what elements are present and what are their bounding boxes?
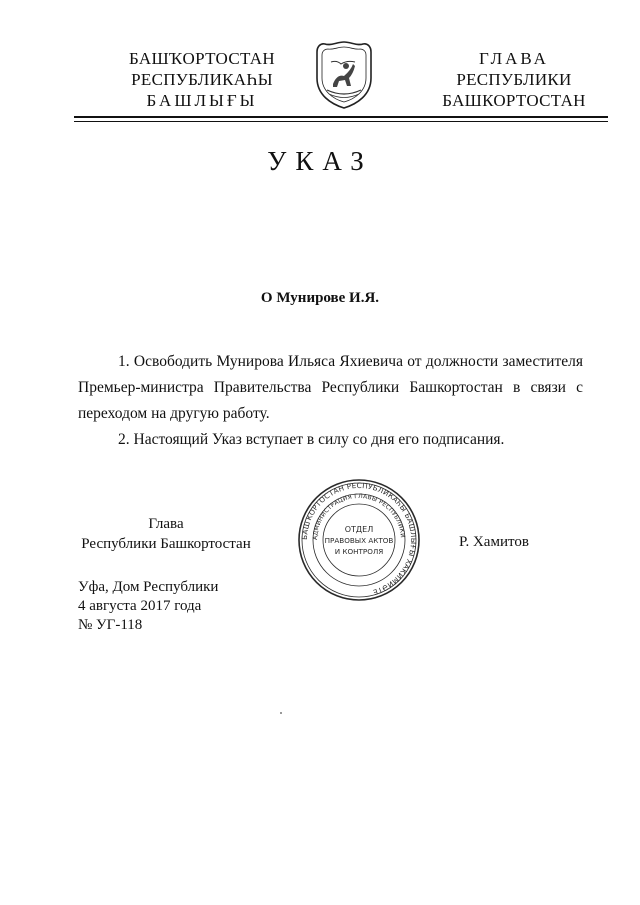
stamp-center-line-1: ОТДЕЛ xyxy=(344,525,374,534)
document-title: УКАЗ xyxy=(267,146,373,176)
signatory-position xyxy=(78,514,254,554)
header-right-block xyxy=(414,48,614,111)
header-left-block xyxy=(104,48,300,111)
stamp-inner-text: АДМИНИСТРАЦИЯ ГЛАВЫ РЕСПУБЛИКИ xyxy=(311,492,406,541)
place-of-signing: Уфа, Дом Республики xyxy=(78,579,219,595)
paragraph-1: 1. Освободить Мунирова Ильяса Яхиевича от должности заместителя Премьер-министра Правительства Республики Башкортостан в связи с переходом на другую работу. xyxy=(78,353,583,422)
paragraph-2: 2. Настоящий Указ вступает в силу со дня его подписания. xyxy=(118,431,505,448)
coat-of-arms-icon xyxy=(311,40,377,110)
header-left-line-2: РЕСПУБЛИКАҺЫ xyxy=(131,70,273,89)
header-left-line-1: БАШҠОРТОСТАН xyxy=(129,49,275,68)
document-footer xyxy=(78,578,218,635)
stamp-center-line-3: И КОНТРОЛЯ xyxy=(334,547,384,556)
header-rule-thick xyxy=(74,116,608,118)
official-stamp xyxy=(296,477,422,603)
scan-speck xyxy=(280,712,282,714)
signatory-position-line-2: Республики Башкортостан xyxy=(81,536,251,552)
document-number: № УГ-118 xyxy=(78,617,143,633)
header-rule-thin xyxy=(74,121,608,122)
signatory-position-line-1: Глава xyxy=(148,516,184,532)
header-right-line-2: РЕСПУБЛИКИ xyxy=(456,70,572,89)
signatory-name: Р. Хамитов xyxy=(459,534,529,550)
stamp-center-line-2: ПРАВОВЫХ АКТОВ xyxy=(324,536,394,545)
header-right-line-3: БАШКОРТОСТАН xyxy=(442,91,586,110)
stamp-outer-text: БАШҠОРТОСТАН РЕСПУБЛИКАҺЫ БАШЛЫҒЫ ХАКИМИӘТЕ xyxy=(299,480,419,598)
document-subject: О Мунирове И.Я. xyxy=(260,290,380,306)
signing-date: 4 августа 2017 года xyxy=(78,598,202,614)
header-right-line-1: ГЛАВА xyxy=(479,49,549,68)
header-left-line-3: БАШЛЫҒЫ xyxy=(146,91,258,110)
